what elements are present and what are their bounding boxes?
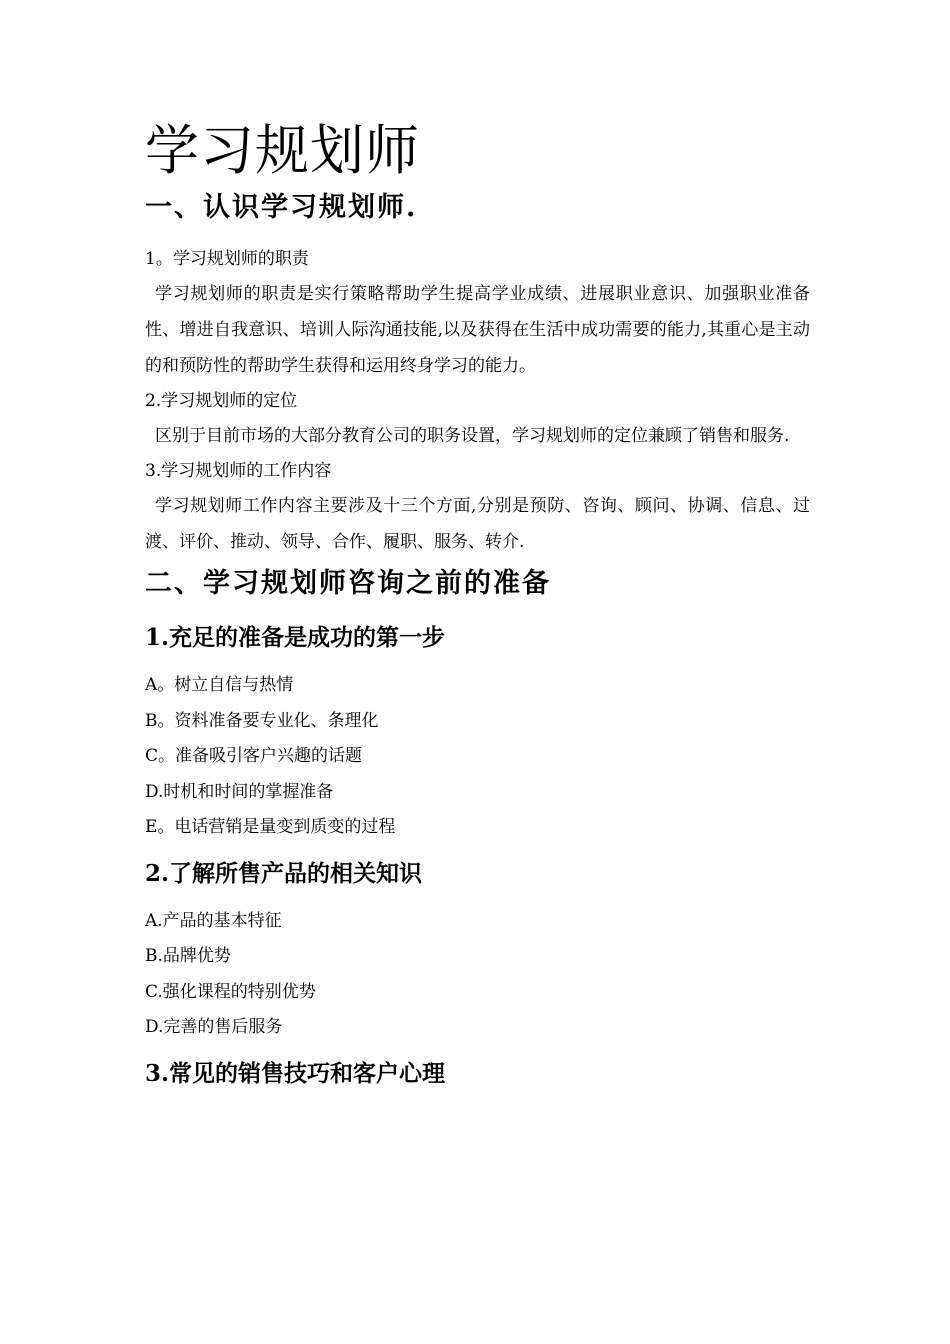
list-item: C。准备吸引客户兴趣的话题 — [145, 746, 363, 766]
section-1-item-3-body: 学习规划师工作内容主要涉及十三个方面,分别是预防、咨询、顾问、协调、信息、过渡、评价、推动、领导、合作、履职、服务、转介. — [145, 496, 810, 552]
subsection-2-heading: 2.了解所售产品的相关知识 — [145, 859, 423, 887]
section-1-item-2-body: 区别于目前市场的大部分教育公司的职务设置，学习规划师的定位兼顾了销售和服务. — [155, 426, 790, 446]
section-1-item-2-title: 2.学习规划师的定位 — [145, 391, 298, 411]
subsection-3-heading: 3.常见的销售技巧和客户心理 — [145, 1059, 446, 1087]
list-item: C.强化课程的特别优势 — [145, 981, 316, 1002]
subsection-2-list — [145, 904, 810, 1046]
subsection-1-list — [145, 668, 810, 846]
list-item: A。树立自信与热情 — [145, 675, 294, 695]
section-2-heading: 二、学习规划师咨询之前的准备 — [145, 568, 551, 599]
list-item: D.完善的售后服务 — [145, 1017, 283, 1037]
list-item: B。资料准备要专业化、条理化 — [145, 710, 379, 731]
document-title: 学习规划师 — [145, 119, 420, 182]
list-item: A.产品的基本特征 — [145, 910, 282, 931]
subsection-1-heading: 1.充足的准备是成功的第一步 — [145, 624, 446, 651]
section-1-heading: 一、认识学习规划师. — [145, 192, 418, 223]
list-item: E。电话营销是量变到质变的过程 — [145, 817, 396, 837]
section-1-item-3-title: 3.学习规划师的工作内容 — [145, 461, 332, 481]
section-1-item-1-title: 1。学习规划师的职责 — [145, 249, 309, 269]
section-1-item-1-body: 学习规划师的职责是实行策略帮助学生提高学业成绩、进展职业意识、加强职业准备性、增进自我意识、培训人际沟通技能,以及获得在生活中成功需要的能力,其重心是主动的和预防性的帮助学生获得和运用终身学习的能力。 — [145, 284, 810, 376]
document-page — [145, 118, 810, 1104]
list-item: D.时机和时间的掌握准备 — [145, 781, 334, 802]
list-item: B.品牌优势 — [145, 946, 231, 966]
